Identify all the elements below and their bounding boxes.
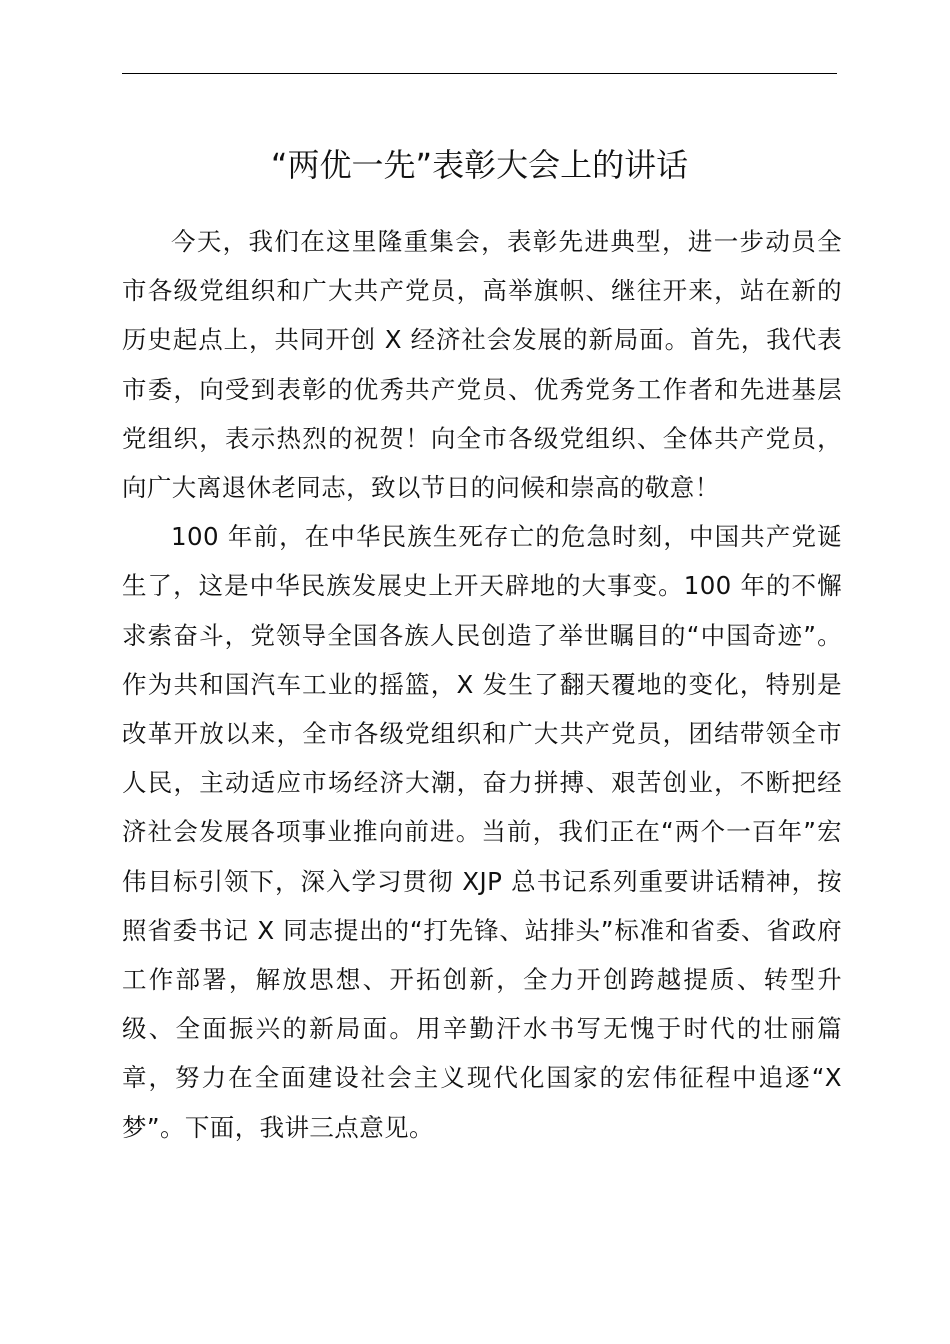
document-body — [122, 217, 842, 1152]
paragraph-opening: 今天，我们在这里隆重集会，表彰先进典型，进一步动员全市各级党组织和广大共产党员，高举旗帜、继往开来，站在新的历史起点上，共同开创 X 经济社会发展的新局面。首先，我代表市委，向受到表彰的优秀共产党员、优秀党务工作者和先进基层党组织，表示热烈的祝贺！向全市各级党组织、全体共产党员，向广大离退休老同志，致以节日的问候和崇高的敬意！ — [122, 227, 842, 503]
paragraph-history: 100 年前，在中华民族生死存亡的危急时刻，中国共产党诞生了，这是中华民族发展史上开天辟地的大事变。100 年的不懈求索奋斗，党领导全国各族人民创造了举世瞩目的“中国奇迹”。作为共和国汽车工业的摇篮，X 发生了翻天覆地的变化，特别是改革开放以来，全市各级党组织和广大共产党员，团结带领全市人民，主动适应市场经济大潮，奋力拼搏、艰苦创业，不断把经济社会发展各项事业推向前进。当前，我们正在“两个一百年”宏伟目标引领下，深入学习贯彻 XJP 总书记系列重要讲话精神，按照省委书记 X 同志提出的“打先锋、站排头”标准和省委、省政府工作部署，解放思想、开拓创新，全力开创跨越提质、转型升级、全面振兴的新局面。用辛勤汗水书写无愧于时代的壮丽篇章，努力在全面建设社会主义现代化国家的宏伟征程中追逐“X 梦”。下面，我讲三点意见。 — [122, 522, 842, 1142]
header-rule — [122, 73, 837, 74]
document-title: “两优一先”表彰大会上的讲话 — [270, 146, 689, 184]
